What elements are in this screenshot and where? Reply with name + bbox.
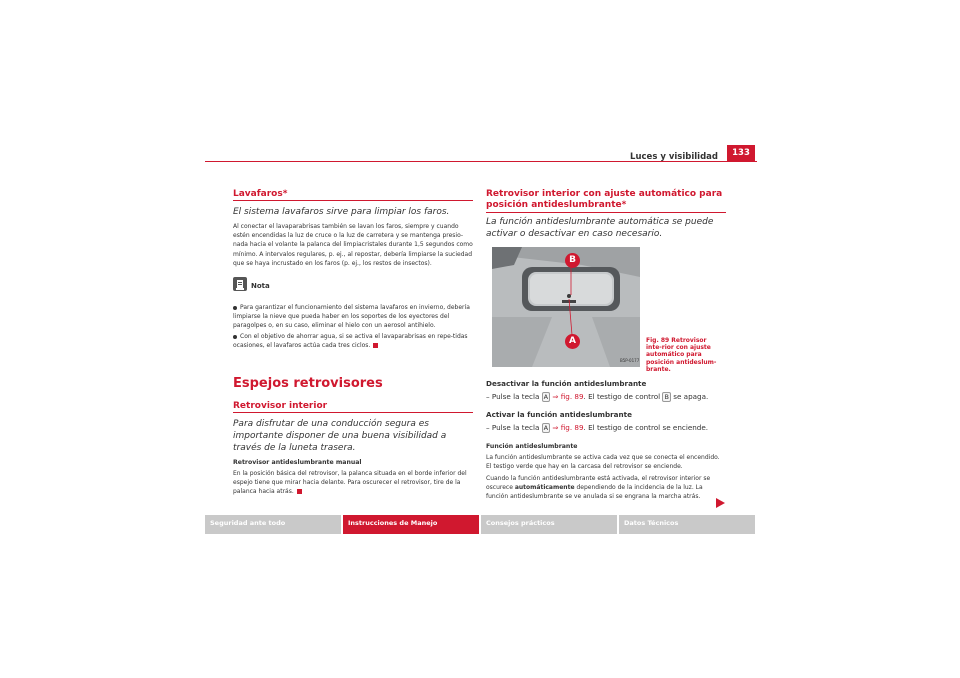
key-a-icon: A: [543, 393, 549, 401]
end-marker-icon: [297, 489, 302, 494]
bullet-icon: [233, 335, 237, 339]
deactivate-step: – Pulse la tecla A ⇒ fig. 89. El testigo de control B se apaga.: [486, 392, 709, 401]
figure-reference-link[interactable]: ⇒ fig. 89: [552, 423, 584, 432]
retrovisor-interior-heading: Retrovisor interior: [233, 401, 328, 411]
heading-rule: [233, 412, 473, 413]
auto-lead: La función antideslumbrante automática se puede activar o desactivar en caso necesario.: [486, 217, 714, 239]
footer-tab-consejos[interactable]: Consejos prácticos: [481, 515, 617, 534]
heading-rule: [486, 212, 726, 213]
figure-label-a: A: [565, 334, 580, 349]
manual-body: En la posición básica del retrovisor, la palanca situada en el borde inferior del espejo tiene que mirar hacia delante. Para oscurecer el retrovisor, tire de la palanca hacia atrás.: [233, 470, 467, 496]
figure-reference-link[interactable]: ⇒ fig. 89: [552, 392, 584, 401]
function-heading: Función antideslumbrante: [486, 443, 578, 450]
section-title: Luces y visibilidad: [630, 152, 718, 162]
note-label: Nota: [251, 282, 270, 290]
espejos-lead: Para disfrutar de una conducción segura es importante disponer de una buena visibilidad a través de la luneta trasera.: [233, 419, 447, 453]
espejos-heading: Espejos retrovisores: [233, 376, 383, 391]
continue-arrow-icon[interactable]: [716, 493, 725, 512]
function-body-1: La función antideslumbrante se activa cada vez que se conecta el encendido. El testigo verde que hay en la carcasa del retrovisor se enciende.: [486, 454, 720, 471]
figure-caption: Fig. 89 Retrovisor inte-rior con ajuste automático para posición antideslum-brante.: [646, 337, 717, 373]
bullet-icon: [233, 306, 237, 310]
note-bullet-2: Con el objetivo de ahorrar agua, si se activa el lavaparabrisas en repe-tidas ocasiones, el lavafaros actúa cada tres ciclos.: [233, 333, 468, 350]
key-b-icon: B: [664, 393, 669, 401]
manual-heading: Retrovisor antideslumbrante manual: [233, 459, 362, 466]
footer-tab-instrucciones[interactable]: Instrucciones de Manejo: [343, 515, 479, 534]
activate-heading: Activar la función antideslumbrante: [486, 410, 632, 419]
key-a-icon: A: [543, 424, 549, 432]
note-icon: [233, 277, 247, 291]
lavafaros-heading: Lavafaros*: [233, 189, 288, 199]
heading-rule: [233, 200, 473, 201]
page-number: 133: [727, 145, 755, 162]
figure-code: B5P-0177: [620, 358, 640, 363]
note-bullet-1: Para garantizar el funcionamiento del sistema lavafaros en invierno, debería limpiarse la nieve que pueda haber en los soportes de los eyectores del paragolpes o, en su caso, eliminar el hielo con un aerosol antihielo.: [233, 304, 470, 330]
deactivate-heading: Desactivar la función antideslumbrante: [486, 379, 647, 388]
end-marker-icon: [373, 343, 378, 348]
figure-label-b: B: [565, 253, 580, 268]
lavafaros-lead: El sistema lavafaros sirve para limpiar los faros.: [233, 207, 450, 217]
footer-tab-seguridad[interactable]: Seguridad ante todo: [205, 515, 341, 534]
auto-heading: Retrovisor interior con ajuste automático para posición antideslumbrante*: [486, 189, 723, 210]
footer-tab-datos[interactable]: Datos Técnicos: [619, 515, 755, 534]
lavafaros-body: Al conectar el lavaparabrisas también se lavan los faros, siempre y cuando estén encendidas la luz de cruce o la luz de carretera y se mantenga presio-nada hacia el volante la palanca del limpiacristales durante 1,5 segundos como mínimo. A intervalos regulares, p. ej., al repostar, debería limpiarse la suciedad que se haya incrustado en los faros (p. ej., los restos de insectos).: [233, 223, 473, 267]
activate-step: – Pulse la tecla A ⇒ fig. 89. El testigo de control se enciende.: [486, 423, 709, 432]
function-body-2: Cuando la función antideslumbrante está activada, el retrovisor interior se oscurece automáticamente dependiendo de la incidencia de la luz. La función antideslumbrante se ve anulada si se engrana la marcha atrás.: [486, 475, 711, 501]
